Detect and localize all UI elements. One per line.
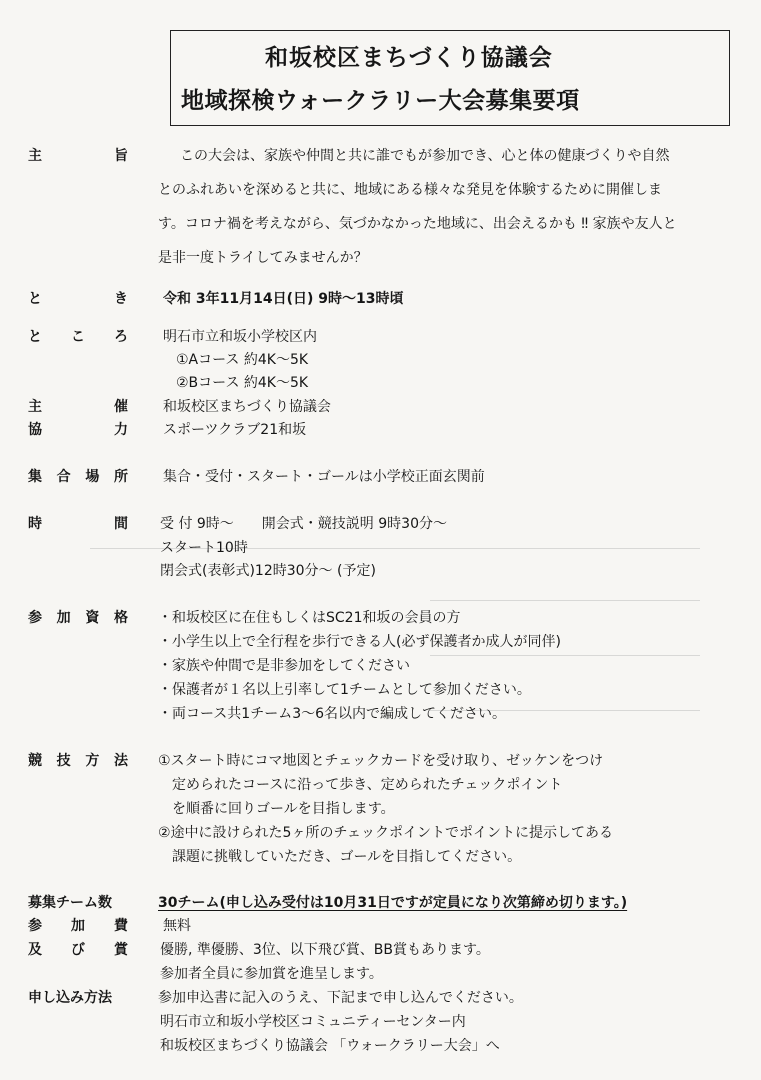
time-label: 時 間 [28, 516, 128, 532]
eligibility-label: 参加資格 [28, 610, 128, 626]
purpose-line: とのふれあいを深めると共に、地域にある様々な発見を体験するために開催しま [158, 182, 662, 198]
date-value: 令和 3年11月14日(日) 9時～13時頃 [163, 291, 404, 307]
method-line: を順番に回りゴールを目指します。 [172, 801, 395, 817]
course-b: ②Bコース 約4K～5K [176, 375, 309, 391]
course-a: ①Aコース 約4K～5K [176, 352, 309, 368]
purpose-line: この大会は、家族や仲間と共に誰でもが参加でき、心と体の健康づくりや自然 [180, 148, 670, 164]
eligibility-line: ・小学生以上で全行程を歩行できる人(必ず保護者か成人が同伴) [158, 634, 561, 650]
purpose-line: 是非一度トライしてみませんか？ [158, 250, 368, 266]
fee-label: 参 加 費 [28, 918, 128, 934]
method-label: 競技方法 [28, 753, 128, 769]
method-line: ①スタート時にコマ地図とチェックカードを受け取り、ゼッケンをつけ [158, 753, 604, 769]
method-line: 課題に挑戦していただき、ゴールを目指してください。 [172, 849, 522, 865]
organizer-value: 和坂校区まちづくり協議会 [163, 399, 331, 415]
show-through-line [430, 600, 700, 601]
date-label: と き [28, 291, 128, 307]
meeting-label: 集合場所 [28, 469, 128, 485]
meeting-value: 集合・受付・スタート・ゴールは小学校正面玄関前 [163, 469, 485, 485]
title-organization: 和坂校区まちづくり協議会 [265, 45, 553, 71]
fee-value: 無料 [163, 918, 191, 934]
time-line: 受 付 9時～ 開会式・競技説明 9時30分～ [160, 516, 447, 532]
place-value: 明石市立和坂小学校区内 [163, 329, 317, 345]
apply-line: 参加申込書に記入のうえ、下記まで申し込んでください。 [158, 990, 523, 1006]
cooperation-value: スポーツクラブ21和坂 [163, 422, 307, 438]
apply-label: 申し込み方法 [28, 990, 112, 1006]
eligibility-line: ・両コース共1チーム3～6名以内で編成してください。 [158, 706, 507, 722]
apply-line: 明石市立和坂小学校区コミュニティーセンター内 [160, 1014, 466, 1030]
cooperation-label: 協 力 [28, 422, 128, 438]
time-line: 閉会式(表彰式)12時30分～ (予定) [160, 563, 376, 579]
title-box [170, 30, 730, 126]
teams-value: 30チーム(申し込み受付は10月31日ですが定員になり次第締め切ります。) [158, 895, 628, 911]
purpose-label: 主 旨 [28, 148, 128, 164]
title-event: 地域探検ウォークラリー大会募集要項 [181, 88, 580, 114]
prizes-line: 優勝, 準優勝、3位、以下飛び賞、BB賞もあります。 [160, 942, 490, 958]
time-line: スタート10時 [160, 540, 248, 556]
prizes-label: 及 び 賞 [28, 942, 128, 958]
place-label: と こ ろ [28, 329, 128, 345]
purpose-line: す。コロナ禍を考えながら、気づかなかった地域に、出会えるかも ‼ 家族や友人と [158, 216, 677, 232]
eligibility-line: ・家族や仲間で是非参加をしてください [158, 658, 410, 674]
eligibility-line: ・和坂校区に在住もしくはSC21和坂の会員の方 [158, 610, 461, 626]
eligibility-line: ・保護者が１名以上引率して1チームとして参加ください。 [158, 682, 531, 698]
apply-line: 和坂校区まちづくり協議会 「ウォークラリー大会」へ [160, 1038, 500, 1054]
prizes-line: 参加者全員に参加賞を進呈します。 [160, 966, 383, 982]
method-line: ②途中に設けられた5ヶ所のチェックポイントでポイントに提示してある [158, 825, 614, 841]
organizer-label: 主 催 [28, 399, 128, 415]
method-line: 定められたコースに沿って歩き、定められたチェックポイント [172, 777, 563, 793]
show-through-line [430, 655, 700, 656]
teams-label: 募集チーム数 [28, 895, 112, 911]
